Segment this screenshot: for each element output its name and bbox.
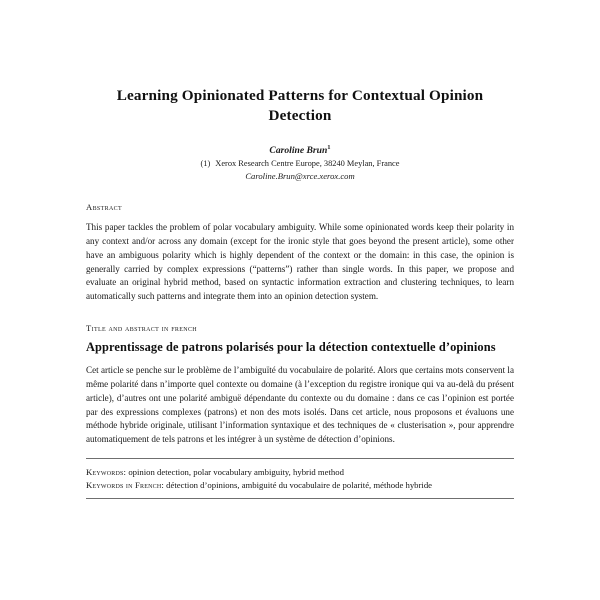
author-affiliation [86,158,514,171]
keywords-rule-bottom [86,498,514,499]
abstract-paragraph: This paper tackles the problem of polar vocabulary ambiguity. While some opinionated words keep their polarity in any context and/or across any domain (except for the ironic style that goes beyond the present article), some other have an ambiguous polarity which is highly dependent of the context or the domain: in this case, the opinion is generally carried by complex expressions (“patterns”) rather than single words. In this paper, we propose and evaluate an original hybrid method, based on syntactic information extraction and clustering techniques, to learn automatically such patterns and integrate them into an opinion detection system. [86,222,514,302]
affiliation-marker: (1) [200,158,211,168]
page-title: Learning Opinionated Patterns for Contextual Opinion Detection [116,87,484,125]
keywords-english-line [86,466,514,479]
author-block [86,143,514,183]
keywords-english-values: opinion detection, polar vocabulary ambiguity, hybrid method [128,467,344,478]
keywords-french-values: détection d’opinions, ambiguité du vocabulaire de polarité, méthode hybride [166,480,433,491]
author-footnote-marker: 1 [327,144,331,152]
french-abstract-paragraph: Cet article se penche sur le problème de l’ambiguïté du vocabulaire de polarité. Alors que certains mots conservent la même polarité dans n’importe quel contexte ou domaine (à l’exception du registre ironique qui va au-delà du présent article), d’autres ont une polarité ambiguë dépendante du contexte ou du domaine : dans ce cas l’opinion est portée par des expressions complexes (patrons) et non des mots isolés. Dans cet article, nous proposons et évaluons une méthode hybride originale, utilisant l’information syntaxique et des techniques de « clusterisation », pour apprendre automatiquement de tels patrons et les intégrer à un système de détection d’opinions. [86,365,514,445]
keywords-block [86,466,514,492]
abstract-heading: Abstract [86,202,123,213]
french-title: Apprentissage de patrons polarisés pour la détection contextuelle d’opinions [86,340,496,355]
author-name-text: Caroline Brun [269,145,328,157]
keywords-english-label: Keywords: [86,467,127,478]
keywords-french-label: Keywords in French: [86,480,164,491]
keywords-french-line [86,479,514,492]
affiliation-text: Xerox Research Centre Europe, 38240 Meylan, France [215,158,400,168]
author-email: Caroline.Brun@xrce.xerox.com [245,171,355,182]
french-section-heading: Title and abstract in french [86,323,197,334]
page-content-column [86,0,514,499]
author-name [86,143,514,158]
keywords-rule-top [86,458,514,459]
